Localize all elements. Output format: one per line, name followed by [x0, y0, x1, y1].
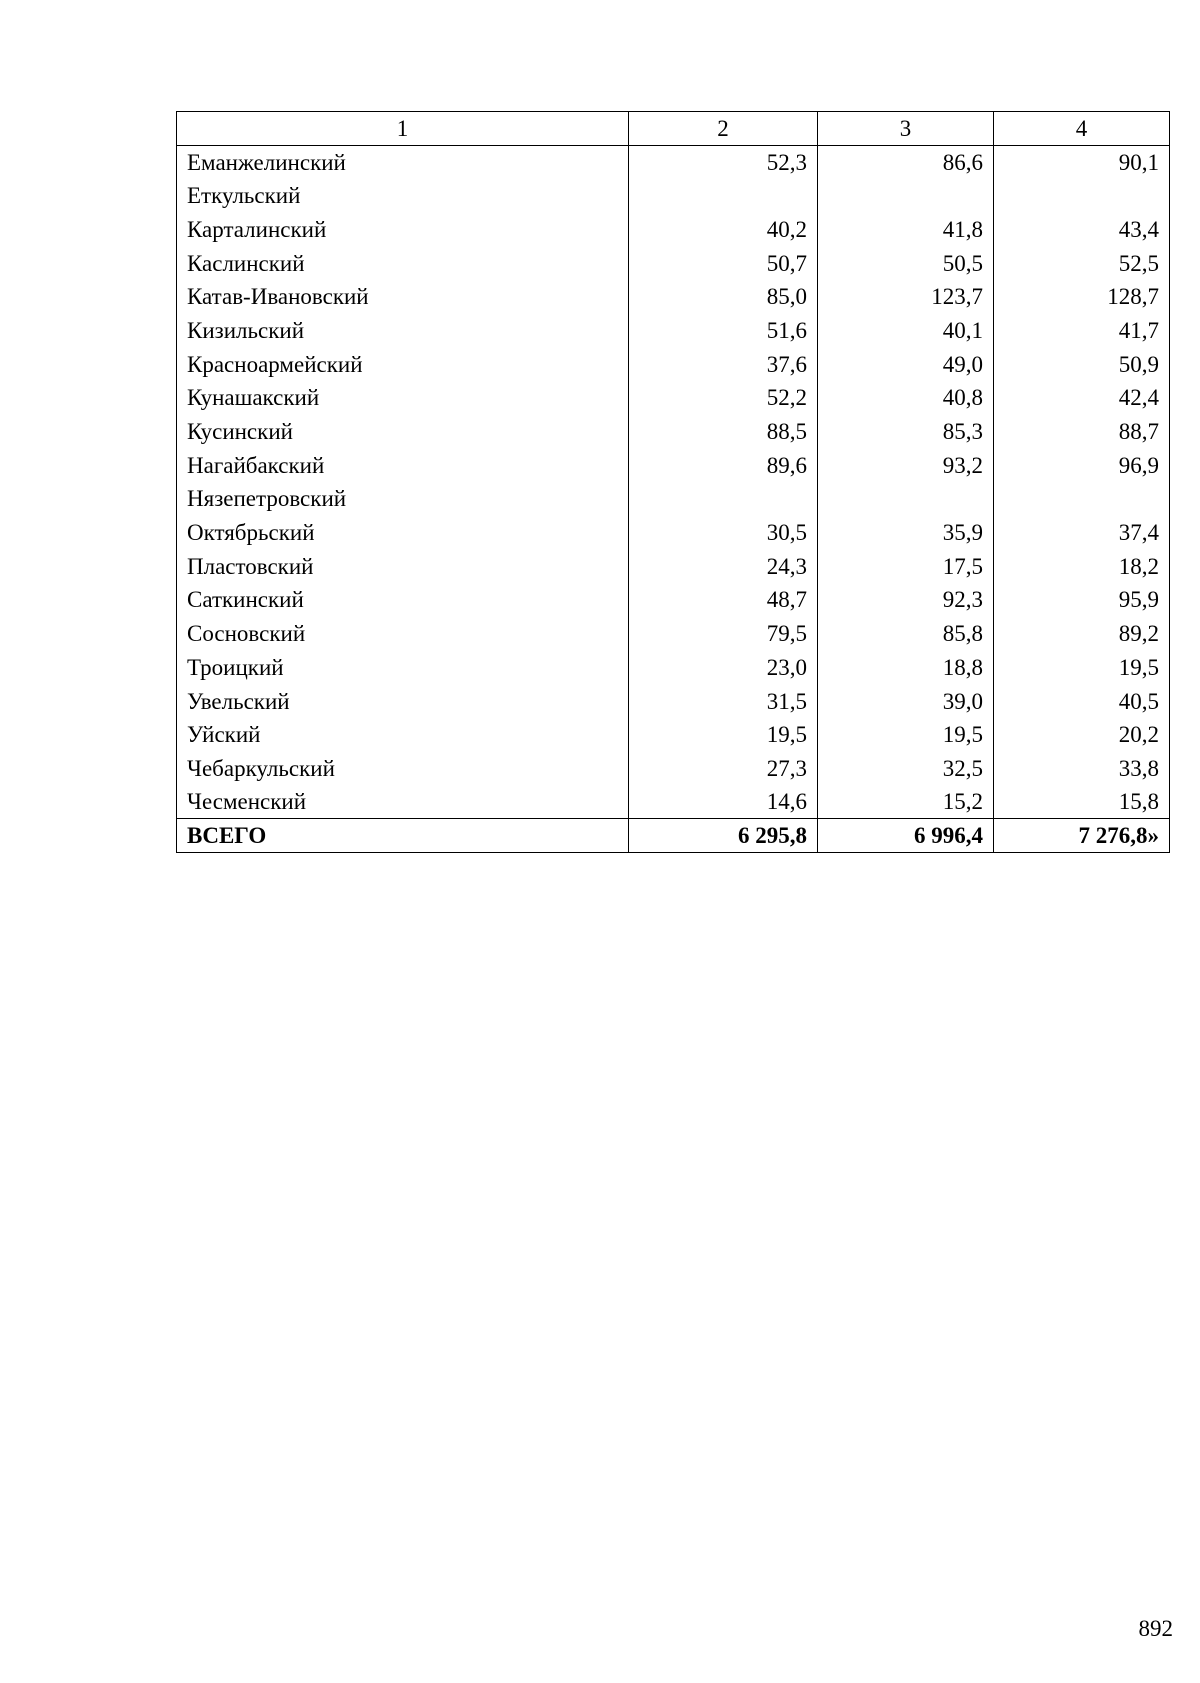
value-cell-col-3: 92,3: [818, 583, 994, 617]
table-row: [177, 785, 1170, 819]
district-name-cell: Красноармейский: [177, 347, 629, 381]
table-row: [177, 448, 1170, 482]
value-cell-col-4: 95,9: [994, 583, 1170, 617]
table-row: [177, 415, 1170, 449]
value-cell-col-2: 23,0: [629, 651, 818, 685]
value-cell-col-3: 41,8: [818, 213, 994, 247]
district-name-cell: Кусинский: [177, 415, 629, 449]
value-cell-col-3: 15,2: [818, 785, 994, 819]
value-cell-col-2: 52,2: [629, 381, 818, 415]
value-cell-col-2: 30,5: [629, 516, 818, 550]
table-row: [177, 381, 1170, 415]
value-cell-col-3: 40,8: [818, 381, 994, 415]
value-cell-col-4: 37,4: [994, 516, 1170, 550]
table-row: [177, 246, 1170, 280]
value-cell-col-4: 41,7: [994, 314, 1170, 348]
table-row: [177, 684, 1170, 718]
total-col-3: 6 996,4: [818, 819, 994, 853]
district-name-cell: Кизильский: [177, 314, 629, 348]
district-name-cell: Катав-Ивановский: [177, 280, 629, 314]
value-cell-col-2: 79,5: [629, 617, 818, 651]
value-cell-col-3: 18,8: [818, 651, 994, 685]
value-cell-col-2: 14,6: [629, 785, 818, 819]
value-cell-col-2: 24,3: [629, 549, 818, 583]
district-name-cell: Саткинский: [177, 583, 629, 617]
value-cell-col-3: 50,5: [818, 246, 994, 280]
value-cell-col-2: 51,6: [629, 314, 818, 348]
value-cell-col-3: 85,8: [818, 617, 994, 651]
district-name-cell: Еткульский: [177, 179, 629, 213]
district-name-cell: Нязепетровский: [177, 482, 629, 516]
value-cell-col-3: 85,3: [818, 415, 994, 449]
table-row: [177, 179, 1170, 213]
value-cell-col-3: 35,9: [818, 516, 994, 550]
table-row: [177, 314, 1170, 348]
value-cell-col-3: [818, 482, 994, 516]
district-name-cell: Сосновский: [177, 617, 629, 651]
table-row: [177, 752, 1170, 786]
district-name-cell: Увельский: [177, 684, 629, 718]
value-cell-col-3: 49,0: [818, 347, 994, 381]
value-cell-col-2: 19,5: [629, 718, 818, 752]
header-col-1: 1: [177, 112, 629, 146]
value-cell-col-2: 50,7: [629, 246, 818, 280]
district-name-cell: Карталинский: [177, 213, 629, 247]
value-cell-col-2: 27,3: [629, 752, 818, 786]
value-cell-col-3: 39,0: [818, 684, 994, 718]
value-cell-col-4: 20,2: [994, 718, 1170, 752]
district-name-cell: Чесменский: [177, 785, 629, 819]
value-cell-col-2: 52,3: [629, 145, 818, 179]
page-number: 892: [1138, 1616, 1173, 1641]
header-col-4: 4: [994, 112, 1170, 146]
value-cell-col-4: 42,4: [994, 381, 1170, 415]
header-row: [177, 112, 1170, 146]
table-row: [177, 617, 1170, 651]
value-cell-col-3: 86,6: [818, 145, 994, 179]
value-cell-col-4: 88,7: [994, 415, 1170, 449]
value-cell-col-3: [818, 179, 994, 213]
value-cell-col-4: [994, 179, 1170, 213]
value-cell-col-2: [629, 179, 818, 213]
table-row: [177, 280, 1170, 314]
value-cell-col-2: 88,5: [629, 415, 818, 449]
table-row: [177, 549, 1170, 583]
district-name-cell: Чебаркульский: [177, 752, 629, 786]
value-cell-col-4: 43,4: [994, 213, 1170, 247]
value-cell-col-2: 40,2: [629, 213, 818, 247]
value-cell-col-2: 89,6: [629, 448, 818, 482]
value-cell-col-3: 17,5: [818, 549, 994, 583]
table-row: [177, 583, 1170, 617]
district-name-cell: Октябрьский: [177, 516, 629, 550]
value-cell-col-3: 40,1: [818, 314, 994, 348]
value-cell-col-2: 37,6: [629, 347, 818, 381]
table-row: [177, 145, 1170, 179]
value-cell-col-2: 31,5: [629, 684, 818, 718]
header-col-2: 2: [629, 112, 818, 146]
district-name-cell: Уйский: [177, 718, 629, 752]
value-cell-col-4: 18,2: [994, 549, 1170, 583]
district-name-cell: Пластовский: [177, 549, 629, 583]
value-cell-col-4: 52,5: [994, 246, 1170, 280]
table-row: [177, 651, 1170, 685]
value-cell-col-4: 19,5: [994, 651, 1170, 685]
header-col-3: 3: [818, 112, 994, 146]
budget-table: [176, 111, 1170, 853]
table-row: [177, 482, 1170, 516]
district-name-cell: Нагайбакский: [177, 448, 629, 482]
total-row: [177, 819, 1170, 853]
value-cell-col-3: 19,5: [818, 718, 994, 752]
total-col-2: 6 295,8: [629, 819, 818, 853]
value-cell-col-3: 93,2: [818, 448, 994, 482]
value-cell-col-2: 85,0: [629, 280, 818, 314]
value-cell-col-4: 50,9: [994, 347, 1170, 381]
value-cell-col-4: 33,8: [994, 752, 1170, 786]
district-name-cell: Каслинский: [177, 246, 629, 280]
value-cell-col-4: [994, 482, 1170, 516]
district-name-cell: Еманжелинский: [177, 145, 629, 179]
value-cell-col-4: 96,9: [994, 448, 1170, 482]
value-cell-col-4: 89,2: [994, 617, 1170, 651]
value-cell-col-4: 15,8: [994, 785, 1170, 819]
value-cell-col-2: 48,7: [629, 583, 818, 617]
total-col-4: 7 276,8»: [994, 819, 1170, 853]
table-row: [177, 347, 1170, 381]
value-cell-col-4: 128,7: [994, 280, 1170, 314]
value-cell-col-2: [629, 482, 818, 516]
value-cell-col-3: 123,7: [818, 280, 994, 314]
value-cell-col-4: 90,1: [994, 145, 1170, 179]
table-row: [177, 213, 1170, 247]
table-row: [177, 516, 1170, 550]
value-cell-col-3: 32,5: [818, 752, 994, 786]
value-cell-col-4: 40,5: [994, 684, 1170, 718]
district-name-cell: Троицкий: [177, 651, 629, 685]
district-name-cell: Кунашакский: [177, 381, 629, 415]
total-label: ВСЕГО: [177, 819, 629, 853]
table-row: [177, 718, 1170, 752]
